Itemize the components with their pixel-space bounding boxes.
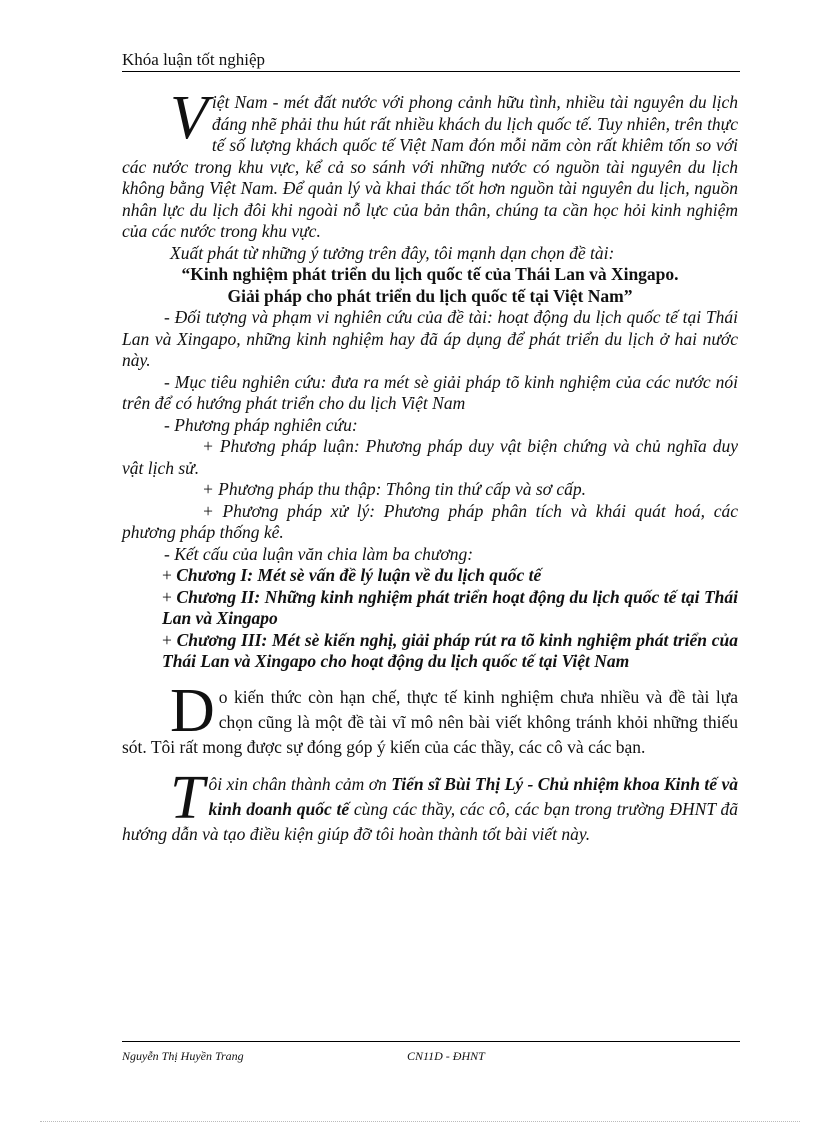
thanks-drop-cap: T [170,763,205,832]
research-method-title: - Phương pháp nghiên cứu: [164,414,358,435]
method-item-3: + Phương pháp xử lý: Phương pháp phân tích và khái quát hoá, các phương pháp thống kê. [122,500,738,542]
structure-line: - Kết cấu của luận văn chia làm ba chương: [164,543,474,564]
intro-drop-cap: V [170,84,208,152]
thesis-topic [122,264,738,307]
limitation-paragraph [122,676,738,760]
topic-line-1: “Kinh nghiệm phát triển du lịch quốc tế của Thái Lan và Xingapo. [181,264,679,284]
method-item-1: + Phương pháp luận: Phương pháp duy vật biện chứng và chủ nghĩa duy vật lịch sử. [122,436,738,478]
page-bottom-border [40,1121,800,1122]
choose-topic-line: Xuất phát từ những ý tưởng trên đây, tôi mạnh dạn chọn đề tài: [170,242,615,263]
footer-divider [122,1041,740,1042]
footer-author: Nguyễn Thị Huyền Trang [122,1049,244,1063]
intro-paragraph [122,84,738,243]
document-body [122,84,738,847]
chapter-3: + Chương III: Mét sè kiến nghị, giải pháp rút ra tõ kinh nghiệm phát triển của Thái Lan và Xingapo cho hoạt động du lịch quốc tế tại Việt Nam [162,629,738,671]
method-item-2: + Phương pháp thu thập: Thông tin thứ cấp và sơ cấp. [202,479,587,499]
thanks-advisor: Tiến sĩ Bùi Thị Lý - Chủ nhiệm khoa Kinh tế và kinh doanh quốc tế [208,773,738,819]
header-divider [122,71,740,72]
chapter-2: + Chương II: Những kinh nghiệm phát triển hoạt động du lịch quốc tế tại Thái Lan và Xingapo [162,586,738,628]
research-object: - Đối tượng và phạm vi nghiên cứu của đề tài: hoạt động du lịch quốc tế tại Thái Lan và Xingapo, những kinh nghiệm hay đã áp dụng để phát triển du lịch ở hai nước này. [122,307,738,370]
thanks-pre: ôi xin chân thành cảm ơn [208,773,392,794]
intro-text: iệt Nam - mét đất nước với phong cảnh hữu tình, nhiều tài nguyên du lịch đáng nhẽ phải thu hút rất nhiều khách du lịch quốc tế. Tuy nhiên, trên thực tế số lượng khách quốc tế Việt Nam đón mỗi năm còn rất khiêm tốn so với các nước trong khu vực, kể cả so sánh với những nước có nguồn tài nguyên du lịch không bằng Việt Nam. Để quản lý và khai thác tốt hơn nguồn tài nguyên du lịch, nguồn nhân lực du lịch đôi khi ngoài nỗ lực của bản thân, chúng ta cần học hỏi kinh nghiệm của các nước trong khu vực. [122,92,738,241]
page-header-title: Khóa luận tốt nghiệp [122,50,266,69]
thanks-paragraph [122,763,738,847]
chapter-1: + Chương I: Mét sè vấn đề lý luận về du lịch quốc tế [162,565,542,585]
research-goal: - Mục tiêu nghiên cứu: đưa ra mét sè giải pháp tõ kinh nghiệm của các nước nói trên để có hướng phát triển cho du lịch Việt Nam [122,371,738,413]
topic-line-2: Giải pháp cho phát triển du lịch quốc tế tại Việt Nam” [227,285,633,306]
thanks-post: cùng các thầy, các cô, các bạn trong trường ĐHNT đã hướng dẫn và tạo điều kiện giúp đỡ tôi hoàn thành tốt bài viết này. [122,798,738,844]
footer-class: CN11D - ĐHNT [407,1049,485,1063]
limitation-drop-cap: D [170,676,215,745]
limitation-text: o kiến thức còn hạn chế, thực tế kinh nghiệm chưa nhiều và đề tài lựa chọn cũng là một đề tài vĩ mô nên bài viết không tránh khỏi những thiếu sót. Tôi rất mong được sự đóng góp ý kiến của các thầy, các cô và các bạn. [122,686,738,757]
